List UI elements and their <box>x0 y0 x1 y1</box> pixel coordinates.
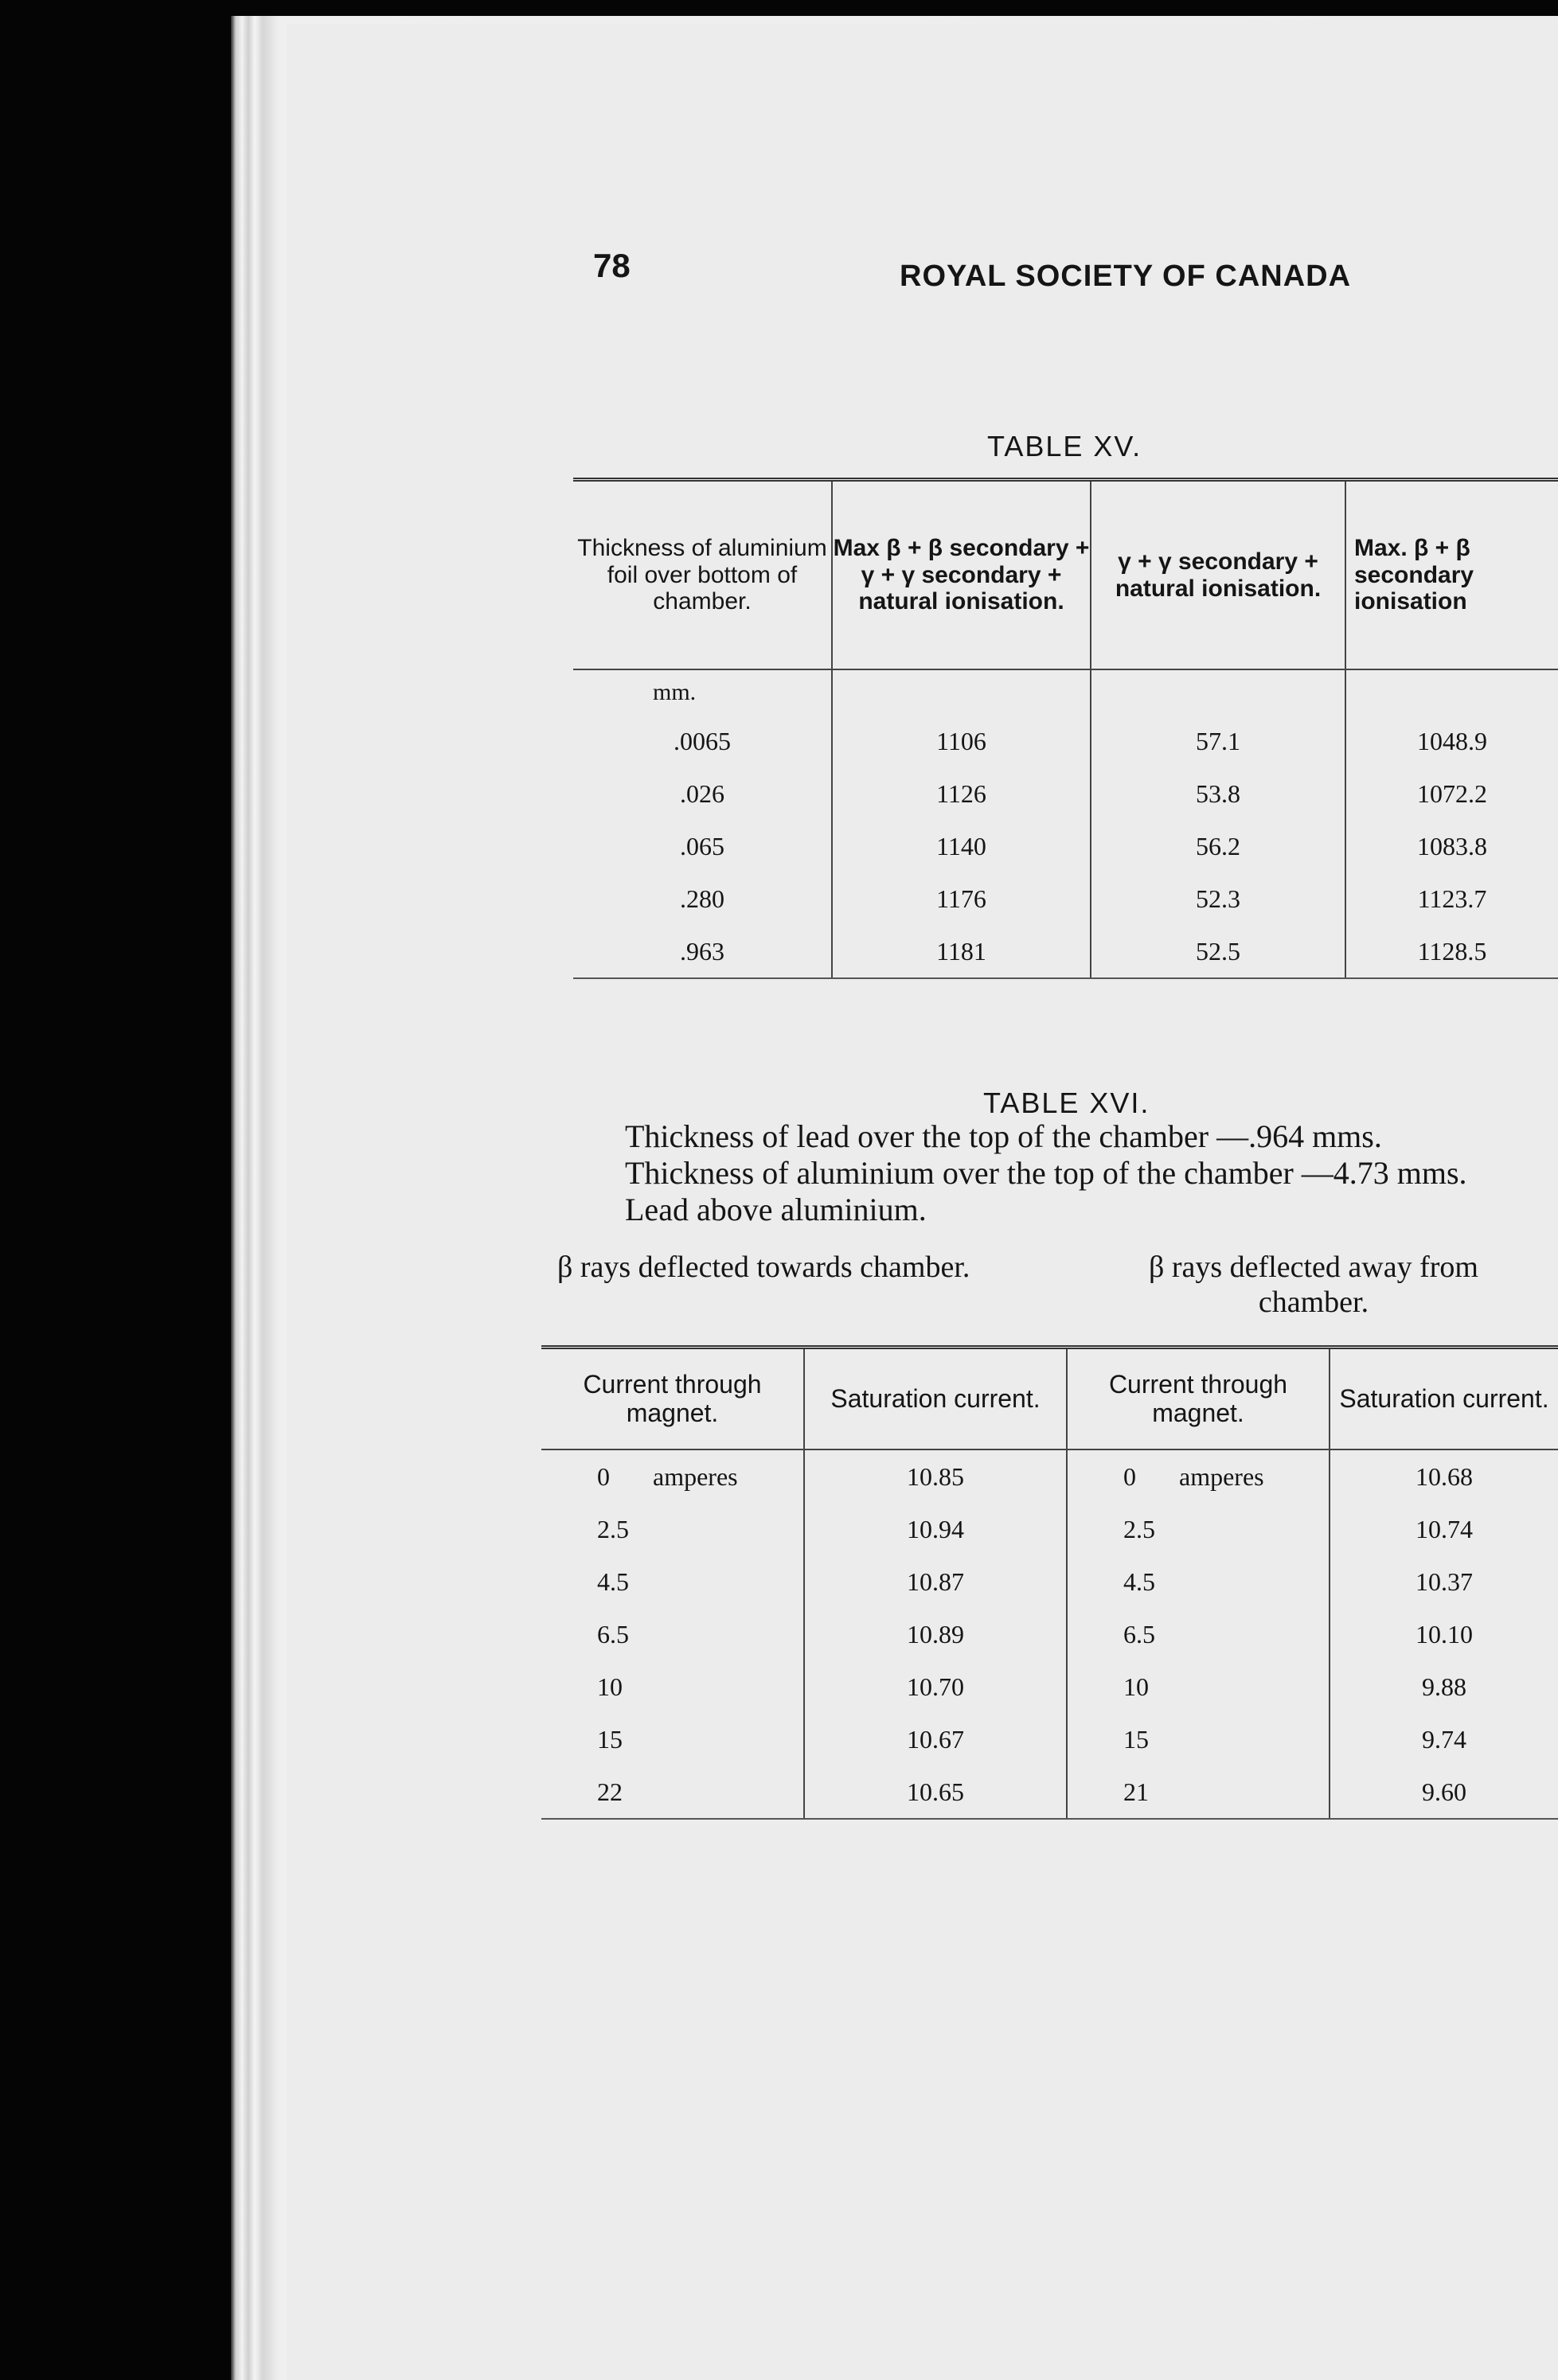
table-row <box>541 1660 1558 1713</box>
table-cell: 52.5 <box>1091 925 1345 978</box>
table-row <box>573 925 1558 978</box>
table-cell: 1128.5 <box>1345 925 1558 978</box>
table-cell: 4.5 <box>597 1567 629 1596</box>
table-16-header-row <box>541 1348 1558 1450</box>
table-cell: 56.2 <box>1091 820 1345 872</box>
table-cell: 2.5 <box>1067 1503 1330 1555</box>
table-cell: 1072.2 <box>1345 767 1558 820</box>
table-cell: 10.67 <box>804 1713 1067 1765</box>
description-line: Thickness of lead over the top of the chamber —.964 mms. <box>625 1118 1382 1154</box>
table-cell: 52.3 <box>1091 872 1345 925</box>
table-15-header-gamma: γ + γ secondary + natural ionisation. <box>1091 480 1345 670</box>
table-cell: 10 <box>597 1672 623 1701</box>
table-15-header-thickness: Thickness of aluminium foil over bottom of chamber. <box>573 480 832 670</box>
table-cell: 2.5 <box>597 1514 629 1543</box>
table-15-header-row <box>573 480 1558 670</box>
table-cell: 10.74 <box>1330 1503 1558 1555</box>
page-number: 78 <box>593 247 631 284</box>
table-cell: 10 <box>1067 1660 1330 1713</box>
journal-title: ROYAL SOCIETY OF CANADA <box>900 259 1352 293</box>
table-cell: 0 <box>1123 1461 1136 1491</box>
table-15-unit-row <box>573 669 1558 715</box>
table-16-header-current-right: Current through magnet. <box>1067 1348 1330 1450</box>
table-cell: 1123.7 <box>1345 872 1558 925</box>
table-cell: .280 <box>680 884 724 913</box>
table-15-header-max-beta: Max β + β secondary + γ + γ secondary + natural ionisation. <box>832 480 1091 670</box>
table-16-header-current-left: Current through magnet. <box>541 1348 804 1450</box>
table-15 <box>573 478 1558 979</box>
table-cell: 9.88 <box>1330 1660 1558 1713</box>
unit-label: amperes <box>1179 1461 1264 1491</box>
table-15-header-beta-secondary: Max. β + β secondary ionisation <box>1345 480 1558 670</box>
table-cell: 15 <box>597 1724 623 1754</box>
table-15-title: TABLE XV. <box>987 430 1142 462</box>
description-line: Lead above aluminium. <box>625 1192 927 1227</box>
table-15-unit: mm. <box>653 679 697 705</box>
table-row <box>573 820 1558 872</box>
table-16-description <box>625 1118 1467 1228</box>
table-cell: 1176 <box>832 872 1091 925</box>
table-cell: .026 <box>680 778 724 808</box>
table-row <box>541 1503 1558 1555</box>
table-cell: 1048.9 <box>1345 715 1558 767</box>
table-row <box>541 1608 1558 1660</box>
label-deflected-towards: β rays deflected towards chamber. <box>557 1250 970 1284</box>
label-deflected-away: β rays deflected away from chamber. <box>1149 1250 1478 1319</box>
table-cell: 21 <box>1067 1765 1330 1819</box>
table-cell: 53.8 <box>1091 767 1345 820</box>
table-cell: 1140 <box>832 820 1091 872</box>
table-cell: 57.1 <box>1091 715 1345 767</box>
table-row <box>541 1765 1558 1819</box>
table-cell: 10.94 <box>804 1503 1067 1555</box>
table-cell: 1126 <box>832 767 1091 820</box>
table-cell: 1181 <box>832 925 1091 978</box>
unit-label: amperes <box>653 1461 738 1491</box>
table-cell: 10.37 <box>1330 1555 1558 1608</box>
table-cell: 15 <box>1067 1713 1330 1765</box>
table-row <box>541 1555 1558 1608</box>
table-16-header-saturation-left: Saturation current. <box>804 1348 1067 1450</box>
table-cell: 10.10 <box>1330 1608 1558 1660</box>
table-cell: 6.5 <box>1067 1608 1330 1660</box>
table-cell: .0065 <box>674 726 731 755</box>
table-cell: 9.60 <box>1330 1765 1558 1819</box>
table-cell: .963 <box>573 925 832 978</box>
table-16-title: TABLE XVI. <box>983 1087 1150 1119</box>
table-row <box>573 872 1558 925</box>
table-cell: 10.89 <box>804 1608 1067 1660</box>
table-cell: 6.5 <box>597 1619 629 1648</box>
table-cell: 0 <box>597 1461 610 1491</box>
table-row <box>541 1713 1558 1765</box>
description-line: Thickness of aluminium over the top of the chamber —4.73 mms. <box>625 1155 1467 1191</box>
table-cell: 22 <box>541 1765 804 1819</box>
table-cell: 4.5 <box>1067 1555 1330 1608</box>
table-row <box>541 1449 1558 1503</box>
table-cell: 9.74 <box>1330 1713 1558 1765</box>
table-cell: 10.70 <box>804 1660 1067 1713</box>
table-cell: 10.87 <box>804 1555 1067 1608</box>
table-cell: 1083.8 <box>1345 820 1558 872</box>
table-cell: 10.68 <box>1330 1449 1558 1503</box>
table-row <box>573 715 1558 767</box>
table-cell: 10.65 <box>804 1765 1067 1819</box>
table-row <box>573 767 1558 820</box>
table-16-header-saturation-right: Saturation current. <box>1330 1348 1558 1450</box>
table-cell: 1106 <box>832 715 1091 767</box>
table-cell: .065 <box>680 831 724 860</box>
table-16 <box>541 1345 1558 1820</box>
table-cell: 10.85 <box>804 1449 1067 1503</box>
